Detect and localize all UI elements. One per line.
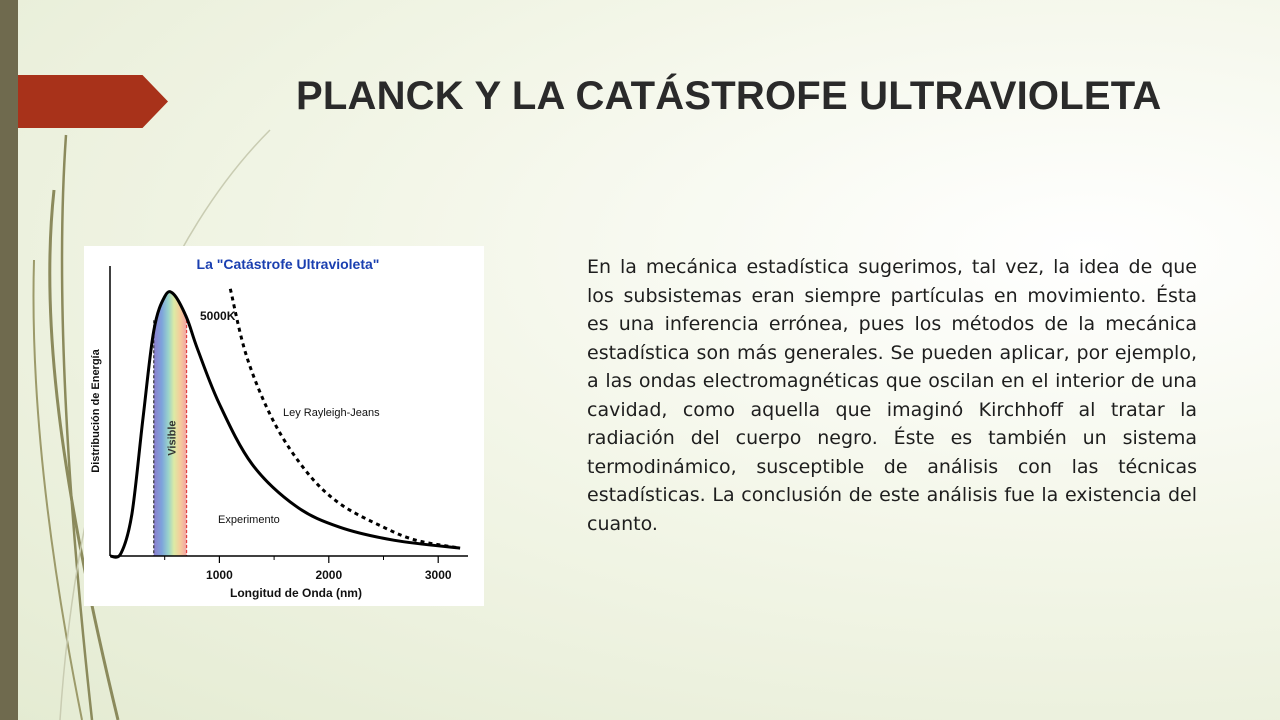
slide-title: PLANCK Y LA CATÁSTROFE ULTRAVIOLETA — [296, 74, 1162, 118]
series-rayleigh-jeans-label: Ley Rayleigh-Jeans — [283, 407, 380, 419]
y-axis-title: Distribución de Energía — [90, 349, 102, 473]
temperature-label: 5000K — [200, 309, 236, 323]
chart-svg — [84, 246, 484, 606]
body-paragraph: En la mecánica estadística sugerimos, tal vez, la idea de que los subsistemas eran siempre partículas en movimiento. Ésta es una inferencia errónea, pues los métodos de la mecánica estadística son más generales. Se pueden aplicar, por ejemplo, a las ondas electromagnéticas que oscilan en el interior de una cavidad, como aquella que imaginó Kirchhoff al tratar la radiación del cuerpo negro. Éste es también un sistema termodinámico, susceptible de análisis con las técnicas estadísticas. La conclusión de este análisis fue la existencia del cuanto. — [587, 256, 1197, 535]
x-tick-label: 2000 — [315, 568, 343, 582]
x-tick-label: 1000 — [206, 568, 233, 582]
x-axis-title: Longitud de Onda (nm) — [230, 586, 362, 600]
chart-title: La "Catástrofe Ultravioleta" — [196, 256, 380, 272]
catastrophe-chart — [84, 246, 484, 606]
visible-band-label: Visible — [166, 420, 179, 456]
title-accent-arrow — [18, 75, 168, 128]
series-experimento-label: Experimento — [218, 514, 280, 526]
x-tick-label: 3000 — [424, 568, 452, 582]
